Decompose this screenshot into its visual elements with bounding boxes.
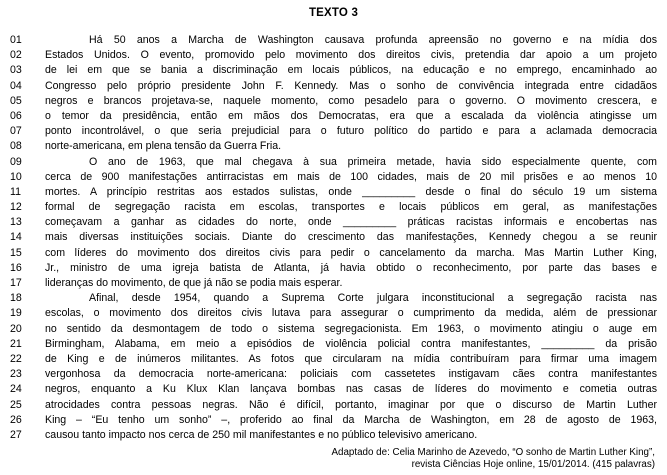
line-number-gap — [32, 185, 45, 200]
line-text: Birmingham, Alabama, em meio a episódios de violência policial contra manifestantes, _________ da prisão — [45, 337, 657, 350]
line-text: o temor da presidência, então em mãos dos Democratas, era que a escalada da violência atingisse um — [45, 109, 657, 122]
line-text: King – “Eu tenho um sonho” –, proferido ao final da Marcha de Washington, em 28 de agosto de 1963, — [45, 413, 657, 426]
text-line — [10, 291, 657, 306]
line-text: de lei em que se bania a discriminação em locais públicos, na educação e no emprego, encaminhado ao — [45, 64, 657, 77]
line-text: com líderes do movimento dos direitos civis para pedir o cancelamento da marcha. Mas Martin Luther King, — [45, 246, 657, 259]
line-number-gap — [32, 398, 45, 413]
line-number: 23 — [10, 368, 22, 381]
line-number-gap — [32, 322, 45, 337]
line-number: 25 — [10, 398, 22, 411]
line-number-gap — [32, 306, 45, 321]
text-line — [10, 48, 657, 63]
text-line — [10, 33, 657, 48]
line-number-gap — [32, 352, 45, 367]
line-number-gap — [32, 79, 45, 94]
line-number: 05 — [10, 94, 22, 107]
line-text: mortes. A princípio restritas aos estados sulistas, onde _________ desde o final do século 19 um sistema — [45, 185, 657, 198]
line-number: 22 — [10, 352, 22, 365]
text-line — [10, 367, 657, 382]
line-number: 18 — [10, 292, 22, 305]
text-line — [10, 382, 657, 397]
text-line — [10, 94, 657, 109]
line-number: 09 — [10, 155, 22, 168]
line-number: 07 — [10, 125, 22, 138]
line-text: ponto incontrolável, o que seria prejudicial para o futuro político do partido e para a aclamada democracia — [45, 125, 657, 138]
line-number-gap — [32, 382, 45, 397]
line-text: Afinal, desde 1954, quando a Suprema Corte julgara inconstitucional a segregação racista nas — [89, 292, 657, 305]
line-number-gap — [32, 276, 45, 291]
line-number: 20 — [10, 322, 22, 335]
line-number-gap — [32, 94, 45, 109]
line-number-gap — [32, 170, 45, 185]
line-text: negros e brancos projetava-se, naquele momento, como pesadelo para o governo. O movimento crescera, e — [45, 94, 657, 107]
line-number: 19 — [10, 307, 22, 320]
text-line — [10, 352, 657, 367]
line-text: começavam a ganhar as cidades do norte, onde _________ práticas racistas informais e encobertas nas — [45, 216, 657, 229]
line-text: de King e de inúmeros militantes. As fotos que circularam na mídia contribuíram para firmar uma imagem — [45, 352, 657, 365]
text-line — [10, 276, 657, 291]
line-text: escolas, o movimento dos direitos civis lutava para assegurar o cumprimento da medida, além de pressionar — [45, 307, 657, 320]
text-line — [10, 139, 657, 154]
line-number: 16 — [10, 261, 22, 274]
line-number: 02 — [10, 49, 22, 62]
line-number-gap — [32, 246, 45, 261]
line-number-gap — [32, 230, 45, 245]
line-number-gap — [32, 33, 45, 48]
text-line — [10, 200, 657, 215]
line-number: 14 — [10, 231, 22, 244]
line-number: 21 — [10, 337, 22, 350]
text-line — [10, 337, 657, 352]
text-line — [10, 215, 657, 230]
text-line — [10, 230, 657, 245]
line-number-gap — [32, 291, 45, 306]
text-line — [10, 124, 657, 139]
line-number: 06 — [10, 109, 22, 122]
line-text: no sentido da desmontagem de todo o sistema segregacionista. Em 1963, o movimento atingiu o auge em — [45, 322, 657, 335]
text-line — [10, 398, 657, 413]
line-number: 11 — [10, 185, 21, 198]
line-number: 10 — [10, 170, 22, 183]
line-number-gap — [32, 337, 45, 352]
line-number-gap — [32, 63, 45, 78]
line-number-gap — [32, 413, 45, 428]
text-line — [10, 79, 657, 94]
line-number: 04 — [10, 79, 22, 92]
line-number-gap — [32, 48, 45, 63]
line-text: Jr., ministro de uma igreja batista de Atlanta, já havia obtido o reconhecimento, por parte das bases e — [45, 261, 657, 274]
text-line — [10, 306, 657, 321]
text-line — [10, 109, 657, 124]
line-number: 01 — [10, 34, 22, 46]
page-title: TEXTO 3 — [308, 7, 359, 19]
source-credit-line-2: revista Ciências Hoje online, 15/01/2014. (415 palavras) — [411, 459, 655, 471]
line-number: 15 — [10, 246, 22, 259]
line-number-gap — [32, 124, 45, 139]
text-line — [10, 170, 657, 185]
text-line — [10, 185, 657, 200]
line-number-gap — [32, 261, 45, 276]
line-text: O ano de 1963, que mal chegava à sua primeira metade, havia sido especialmente quente, com — [89, 155, 657, 168]
line-text: causou tanto impacto nos cerca de 250 mil manifestantes e no público televisivo americano. — [45, 428, 478, 441]
line-text: Congresso pelo próprio presidente John F. Kennedy. Mas o sonho de convivência integrada entre cidadãos — [45, 79, 657, 92]
line-number: 12 — [10, 201, 22, 214]
line-text: negros, enquanto a Ku Klux Klan lançava bombas nas casas de líderes do movimento e cometia outras — [45, 383, 657, 396]
text-line — [10, 246, 657, 261]
line-number-gap — [32, 215, 45, 230]
line-number-gap — [32, 200, 45, 215]
line-text: vergonhosa da democracia norte-americana: policiais com cassetetes instigavam cães contra manifestantes — [45, 368, 657, 381]
text-lines — [10, 33, 657, 443]
line-number: 08 — [10, 140, 22, 153]
source-credit — [10, 447, 657, 471]
text-line — [10, 322, 657, 337]
text-line — [10, 155, 657, 170]
line-text: cerca de 900 manifestações antirracistas em mais de 100 cidades, mais de 20 mil prisões e ao menos 10 — [45, 170, 657, 183]
line-text: Estados Unidos. O evento, promovido pelo movimento dos direitos civis, pretendia dar apoio a um projeto — [45, 49, 657, 62]
line-number: 27 — [10, 428, 22, 441]
line-text: Há 50 anos a Marcha de Washington causava profunda apreensão no governo e na mídia dos — [89, 34, 657, 46]
text-line — [10, 428, 657, 443]
line-text: norte-americana, em plena tensão da Guerra Fria. — [45, 140, 282, 153]
line-number: 13 — [10, 216, 22, 229]
line-number: 26 — [10, 413, 22, 426]
source-credit-line-1: Adaptado de: Celia Marinho de Azevedo, “O sonho de Martin Luther King”, — [331, 447, 655, 459]
line-number-gap — [32, 109, 45, 124]
line-number: 24 — [10, 383, 22, 396]
text-line — [10, 63, 657, 78]
text-line — [10, 413, 657, 428]
line-text: atrocidades contra pessoas negras. Não é difícil, portanto, imaginar por que o discurso de Martin Luther — [45, 398, 657, 411]
line-number-gap — [32, 139, 45, 154]
line-text: lideranças do movimento, de que já não se podia mais esperar. — [45, 277, 343, 289]
line-number-gap — [32, 155, 45, 170]
line-number: 03 — [10, 64, 22, 77]
line-number-gap — [32, 428, 45, 443]
text-line — [10, 261, 657, 276]
line-number-gap — [32, 367, 45, 382]
line-number: 17 — [10, 277, 22, 289]
line-text: mais diversas instituições sociais. Diante do crescimento das manifestações, Kennedy chegou a se reunir — [45, 231, 657, 244]
line-text: formal de segregação racista em escolas, transportes e locais públicos em geral, as manifestações — [45, 201, 657, 214]
